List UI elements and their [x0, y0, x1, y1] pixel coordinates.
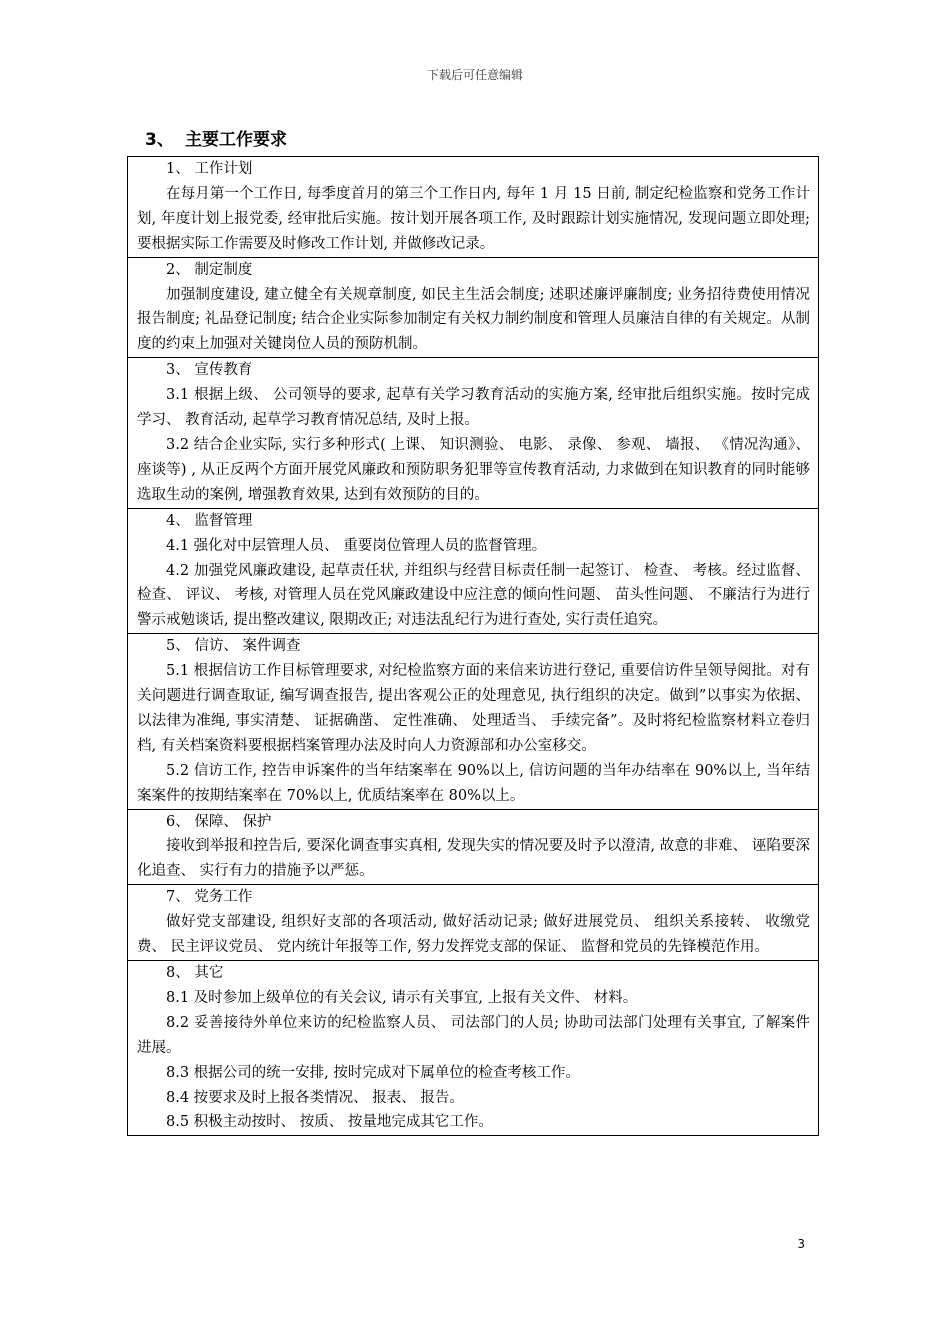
table-row [128, 634, 819, 809]
page-number: 3 [797, 1237, 805, 1251]
requirement-paragraph: 8.3 根据公司的统一安排, 按时完成对下属单位的检查考核工作。 [166, 1064, 580, 1081]
table-row [128, 157, 819, 258]
requirement-paragraph: 5.1 根据信访工作目标管理要求, 对纪检监察方面的来信来访进行登记, 重要信访件呈领导阅批。对有关问题进行调查取证, 编写调查报告, 提出客观公正的处理意见, 执行组织的决定。做到”以事实为依据、 以法律为准绳, 事实清楚、 证据确凿、 定性准确、 处理适当、 手续完备”。及时将纪检监察材料立卷归档, 有关档案资料要根据档案管理办法及时向人力资源部和办公室移交。 [137, 663, 810, 754]
requirement-heading: 7、 党务工作 [166, 889, 253, 906]
requirement-paragraph: 3.2 结合企业实际, 实行多种形式( 上课、 知识测验、 电影、 录像、 参观、 墙报、 《情况沟通》、 座谈等) , 从正反两个方面开展党风廉政和预防职务犯罪等宣传教育活动, 力求做到在知识教育的同时能够选取生动的案例, 增强教育效果, 达到有效预防的目的。 [137, 436, 810, 503]
requirement-heading: 4、 监督管理 [166, 512, 253, 529]
requirement-heading: 8、 其它 [166, 965, 224, 981]
requirement-paragraph: 4.2 加强党风廉政建设, 起草责任状, 并组织与经营目标责任制一起签订、 检查、 考核。经过监督、 检查、 评议、 考核, 对管理人员在党风廉政建设中应注意的倾向性问题、 苗头性问题、 不廉洁行为进行警示戒勉谈话, 提出整改建议, 限期改正; 对违法乱纪行为进行查处, 实行责任追究。 [137, 562, 810, 629]
requirement-heading: 5、 信访、 案件调查 [166, 638, 301, 655]
requirement-paragraph: 加强制度建设, 建立健全有关规章制度, 如民主生活会制度; 述职述廉评廉制度; 业务招待费使用情况报告制度; 礼品登记制度; 结合企业实际参加制定有关权力制约制度和管理人员廉洁自律的有关规定。从制度的约束上加强对关键岗位人员的预防机制。 [137, 286, 810, 353]
header-note: 下载后可任意编辑 [426, 68, 523, 82]
section-title-text: 主要工作要求 [185, 130, 287, 150]
table-row [128, 809, 819, 885]
requirement-paragraph: 3.1 根据上级、 公司领导的要求, 起草有关学习教育活动的实施方案, 经审批后组织实施。按时完成学习、 教育活动, 起草学习教育情况总结, 及时上报。 [137, 387, 810, 429]
table-row [128, 257, 819, 358]
requirement-cell [128, 508, 819, 634]
requirement-paragraph: 8.5 积极主动按时、 按质、 按量地完成其它工作。 [166, 1114, 493, 1131]
requirement-heading: 6、 保障、 保护 [166, 813, 272, 830]
requirement-paragraph: 8.2 妥善接待外单位来访的纪检监察人员、 司法部门的人员; 协助司法部门处理有关事宜, 了解案件进展。 [137, 1014, 810, 1056]
requirement-heading: 3、 宣传教育 [166, 362, 253, 379]
requirement-cell [128, 257, 819, 358]
requirement-paragraph: 在每月第一个工作日, 每季度首月的第三个工作日内, 每年 1 月 15 日前, 制定纪检监察和党务工作计划, 年度计划上报党委, 经审批后实施。按计划开展各项工作, 及时跟踪计划实施情况, 发现问题立即处理; 要根据实际工作需要及时修改工作计划, 并做修改记录。 [137, 185, 810, 252]
table-row [128, 961, 819, 1136]
requirement-cell [128, 634, 819, 809]
requirement-paragraph: 做好党支部建设, 组织好支部的各项活动, 做好活动记录; 做好进展党员、 组织关系接转、 收缴党费、 民主评议党员、 党内统计年报等工作, 努力发挥党支部的保证、 监督和党员的先锋模范作用。 [137, 914, 810, 956]
section-number: 3、 [145, 130, 174, 150]
requirements-table [127, 156, 819, 1136]
requirement-heading: 2、 制定制度 [166, 261, 253, 278]
requirement-cell [128, 961, 819, 1136]
table-row [128, 885, 819, 961]
requirement-heading: 1、 工作计划 [166, 161, 253, 177]
requirement-cell [128, 358, 819, 508]
requirement-paragraph: 接收到举报和控告后, 要深化调查事实真相, 发现失实的情况要及时予以澄清, 故意的非难、 诬陷要深化追查、 实行有力的措施予以严惩。 [137, 838, 810, 880]
requirement-cell [128, 885, 819, 961]
requirement-cell [128, 157, 819, 258]
table-row [128, 358, 819, 508]
requirement-paragraph: 8.1 及时参加上级单位的有关会议, 请示有关事宜, 上报有关文件、 材料。 [166, 989, 638, 1006]
requirement-cell [128, 809, 819, 885]
requirements-table-body [128, 157, 819, 1136]
table-row [128, 508, 819, 634]
requirement-paragraph: 8.4 按要求及时上报各类情况、 报表、 报告。 [166, 1089, 464, 1106]
section-title [145, 125, 287, 150]
requirement-paragraph: 5.2 信访工作, 控告申诉案件的当年结案率在 90%以上, 信访问题的当年办结率在 90%以上, 当年结案案件的按期结案率在 70%以上, 优质结案率在 80%以上。 [137, 762, 810, 804]
requirement-paragraph: 4.1 强化对中层管理人员、 重要岗位管理人员的监督管理。 [166, 537, 547, 554]
